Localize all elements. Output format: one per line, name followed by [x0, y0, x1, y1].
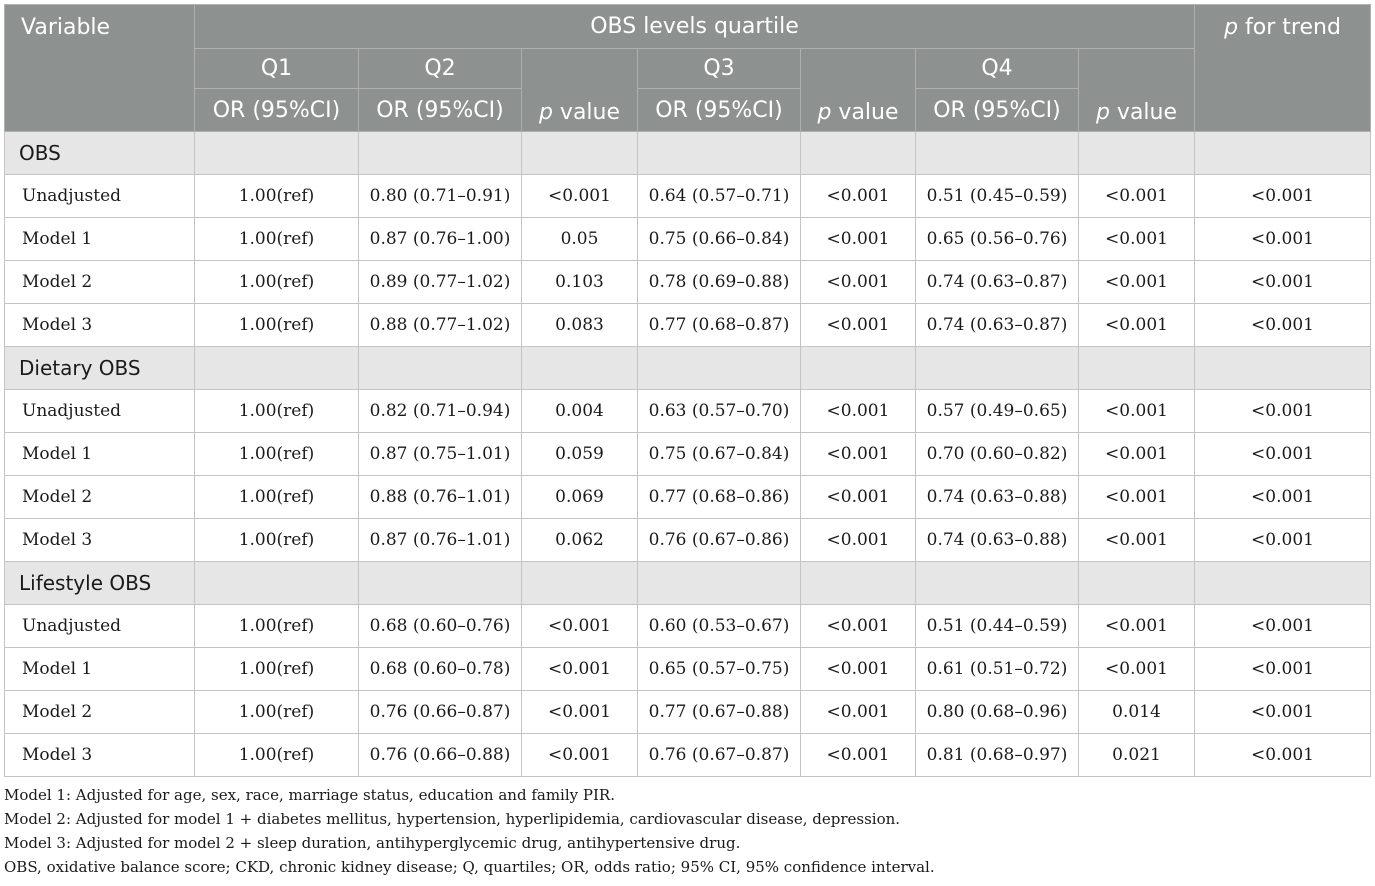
cell-q3-or: 0.76 (0.67–0.86) — [638, 519, 801, 562]
row-label: Model 2 — [5, 691, 195, 734]
row-label: Unadjusted — [5, 605, 195, 648]
table-row — [5, 304, 1371, 347]
footnote: Model 1: Adjusted for age, sex, race, marriage status, education and family PIR. — [4, 786, 615, 804]
row-label: Model 1 — [5, 648, 195, 691]
cell-q4-p: <0.001 — [1079, 304, 1195, 347]
cell-q2-p: <0.001 — [522, 648, 638, 691]
section-row-lifestyle-obs — [5, 562, 1371, 605]
cell-q2-or: 0.89 (0.77–1.02) — [359, 261, 522, 304]
cell-q3-or: 0.77 (0.68–0.86) — [638, 476, 801, 519]
cell-q3-or: 0.77 (0.68–0.87) — [638, 304, 801, 347]
cell-q4-p: 0.021 — [1079, 734, 1195, 777]
cell-q3-p: <0.001 — [801, 175, 916, 218]
cell-q2-p: <0.001 — [522, 605, 638, 648]
cell-q2-p: 0.062 — [522, 519, 638, 562]
row-label: Model 3 — [5, 734, 195, 777]
table-row — [5, 390, 1371, 433]
cell-q1: 1.00(ref) — [195, 175, 359, 218]
cell-q3-p: <0.001 — [801, 390, 916, 433]
cell-q4-or: 0.57 (0.49–0.65) — [916, 390, 1079, 433]
cell-p-trend: <0.001 — [1195, 175, 1371, 218]
cell-p-trend: <0.001 — [1195, 648, 1371, 691]
row-label: Model 3 — [5, 519, 195, 562]
cell-q3-p: <0.001 — [801, 519, 916, 562]
table-row — [5, 433, 1371, 476]
cell-q4-p: 0.014 — [1079, 691, 1195, 734]
cell-p-trend: <0.001 — [1195, 605, 1371, 648]
cell-q4-or: 0.51 (0.45–0.59) — [916, 175, 1079, 218]
cell-q3-p: <0.001 — [801, 691, 916, 734]
cell-q2-or: 0.87 (0.75–1.01) — [359, 433, 522, 476]
table-row — [5, 691, 1371, 734]
cell-q4-or: 0.74 (0.63–0.88) — [916, 476, 1079, 519]
cell-q2-or: 0.68 (0.60–0.76) — [359, 605, 522, 648]
cell-q4-p: <0.001 — [1079, 218, 1195, 261]
table-row — [5, 476, 1371, 519]
cell-q4-or: 0.65 (0.56–0.76) — [916, 218, 1079, 261]
cell-q4-p: <0.001 — [1079, 390, 1195, 433]
cell-q1: 1.00(ref) — [195, 261, 359, 304]
header-group-title: OBS levels quartile — [195, 5, 1195, 49]
cell-q2-p: <0.001 — [522, 175, 638, 218]
row-label: Unadjusted — [5, 175, 195, 218]
cell-q4-or: 0.70 (0.60–0.82) — [916, 433, 1079, 476]
table-row — [5, 175, 1371, 218]
footnote: Model 2: Adjusted for model 1 + diabetes mellitus, hypertension, hyperlipidemia, cardiovascular disease, depression. — [4, 810, 901, 828]
row-label: Model 1 — [5, 433, 195, 476]
cell-q1: 1.00(ref) — [195, 304, 359, 347]
row-label: Model 3 — [5, 304, 195, 347]
cell-q2-or: 0.76 (0.66–0.88) — [359, 734, 522, 777]
results-table — [4, 4, 1371, 777]
section-row-dietary-obs — [5, 347, 1371, 390]
cell-q2-p: <0.001 — [522, 734, 638, 777]
cell-q3-or: 0.75 (0.66–0.84) — [638, 218, 801, 261]
cell-p-trend: <0.001 — [1195, 691, 1371, 734]
cell-q2-or: 0.76 (0.66–0.87) — [359, 691, 522, 734]
header-q2: Q2 — [359, 49, 522, 89]
header-q4: Q4 — [916, 49, 1079, 89]
cell-q4-or: 0.74 (0.63–0.88) — [916, 519, 1079, 562]
cell-q1: 1.00(ref) — [195, 390, 359, 433]
cell-q4-p: <0.001 — [1079, 605, 1195, 648]
cell-q2-p: 0.083 — [522, 304, 638, 347]
table-row — [5, 734, 1371, 777]
cell-q3-p: <0.001 — [801, 218, 916, 261]
cell-p-trend: <0.001 — [1195, 476, 1371, 519]
table-header — [5, 5, 1371, 132]
header-p-for-trend: p for trend — [1195, 5, 1371, 132]
table-row — [5, 519, 1371, 562]
table-body — [5, 132, 1371, 777]
cell-q2-p: 0.059 — [522, 433, 638, 476]
cell-q4-or: 0.61 (0.51–0.72) — [916, 648, 1079, 691]
cell-q2-or: 0.87 (0.76–1.01) — [359, 519, 522, 562]
cell-q1: 1.00(ref) — [195, 734, 359, 777]
cell-q2-p: 0.05 — [522, 218, 638, 261]
section-row-obs — [5, 132, 1371, 175]
cell-q2-p: 0.069 — [522, 476, 638, 519]
cell-q1: 1.00(ref) — [195, 433, 359, 476]
cell-q2-or: 0.80 (0.71–0.91) — [359, 175, 522, 218]
header-variable: Variable — [5, 5, 195, 132]
cell-q2-or: 0.87 (0.76–1.00) — [359, 218, 522, 261]
section-label: Lifestyle OBS — [5, 562, 195, 605]
cell-q3-p: <0.001 — [801, 304, 916, 347]
cell-q4-p: <0.001 — [1079, 433, 1195, 476]
cell-q4-p: <0.001 — [1079, 519, 1195, 562]
cell-q4-or: 0.81 (0.68–0.97) — [916, 734, 1079, 777]
row-label: Model 2 — [5, 476, 195, 519]
cell-q3-p: <0.001 — [801, 734, 916, 777]
header-q3-p-value: p value — [801, 49, 916, 132]
header-q4-or: OR (95%CI) — [916, 89, 1079, 132]
table-row — [5, 218, 1371, 261]
cell-q2-or: 0.82 (0.71–0.94) — [359, 390, 522, 433]
cell-q4-or: 0.80 (0.68–0.96) — [916, 691, 1079, 734]
cell-q2-or: 0.88 (0.76–1.01) — [359, 476, 522, 519]
cell-q1: 1.00(ref) — [195, 605, 359, 648]
cell-q4-p: <0.001 — [1079, 261, 1195, 304]
cell-q3-p: <0.001 — [801, 476, 916, 519]
cell-q1: 1.00(ref) — [195, 519, 359, 562]
cell-q3-p: <0.001 — [801, 648, 916, 691]
cell-p-trend: <0.001 — [1195, 304, 1371, 347]
header-q2-or: OR (95%CI) — [359, 89, 522, 132]
header-q1: Q1 — [195, 49, 359, 89]
cell-p-trend: <0.001 — [1195, 261, 1371, 304]
cell-p-trend: <0.001 — [1195, 218, 1371, 261]
header-q4-p-value: p value — [1079, 49, 1195, 132]
document — [4, 4, 1370, 879]
table-row — [5, 648, 1371, 691]
cell-q3-or: 0.65 (0.57–0.75) — [638, 648, 801, 691]
cell-q1: 1.00(ref) — [195, 218, 359, 261]
cell-q3-p: <0.001 — [801, 605, 916, 648]
cell-p-trend: <0.001 — [1195, 734, 1371, 777]
header-q2-p-value: p value — [522, 49, 638, 132]
cell-q2-p: 0.004 — [522, 390, 638, 433]
cell-q2-p: <0.001 — [522, 691, 638, 734]
cell-q4-or: 0.74 (0.63–0.87) — [916, 261, 1079, 304]
row-label: Unadjusted — [5, 390, 195, 433]
header-q1-or: OR (95%CI) — [195, 89, 359, 132]
footnote: Model 3: Adjusted for model 2 + sleep duration, antihyperglycemic drug, antihypertensive drug. — [4, 834, 741, 852]
table-footnotes — [4, 783, 1370, 879]
cell-q2-p: 0.103 — [522, 261, 638, 304]
cell-p-trend: <0.001 — [1195, 390, 1371, 433]
cell-q3-or: 0.76 (0.67–0.87) — [638, 734, 801, 777]
cell-q1: 1.00(ref) — [195, 648, 359, 691]
section-label: OBS — [5, 132, 195, 175]
cell-q1: 1.00(ref) — [195, 476, 359, 519]
cell-q4-p: <0.001 — [1079, 476, 1195, 519]
row-label: Model 2 — [5, 261, 195, 304]
cell-q4-or: 0.51 (0.44–0.59) — [916, 605, 1079, 648]
cell-q3-p: <0.001 — [801, 261, 916, 304]
cell-q2-or: 0.68 (0.60–0.78) — [359, 648, 522, 691]
cell-q3-or: 0.63 (0.57–0.70) — [638, 390, 801, 433]
table-row — [5, 605, 1371, 648]
footnote: OBS, oxidative balance score; CKD, chronic kidney disease; Q, quartiles; OR, odds ratio; 95% CI, 95% confidence interval. — [4, 858, 935, 876]
section-label: Dietary OBS — [5, 347, 195, 390]
cell-p-trend: <0.001 — [1195, 433, 1371, 476]
cell-q3-or: 0.77 (0.67–0.88) — [638, 691, 801, 734]
cell-p-trend: <0.001 — [1195, 519, 1371, 562]
cell-q3-or: 0.60 (0.53–0.67) — [638, 605, 801, 648]
cell-q4-p: <0.001 — [1079, 648, 1195, 691]
cell-q3-or: 0.78 (0.69–0.88) — [638, 261, 801, 304]
cell-q4-or: 0.74 (0.63–0.87) — [916, 304, 1079, 347]
cell-q3-or: 0.64 (0.57–0.71) — [638, 175, 801, 218]
row-label: Model 1 — [5, 218, 195, 261]
cell-q3-or: 0.75 (0.67–0.84) — [638, 433, 801, 476]
cell-q1: 1.00(ref) — [195, 691, 359, 734]
header-q3-or: OR (95%CI) — [638, 89, 801, 132]
table-row — [5, 261, 1371, 304]
cell-q2-or: 0.88 (0.77–1.02) — [359, 304, 522, 347]
cell-q3-p: <0.001 — [801, 433, 916, 476]
cell-q4-p: <0.001 — [1079, 175, 1195, 218]
header-q3: Q3 — [638, 49, 801, 89]
